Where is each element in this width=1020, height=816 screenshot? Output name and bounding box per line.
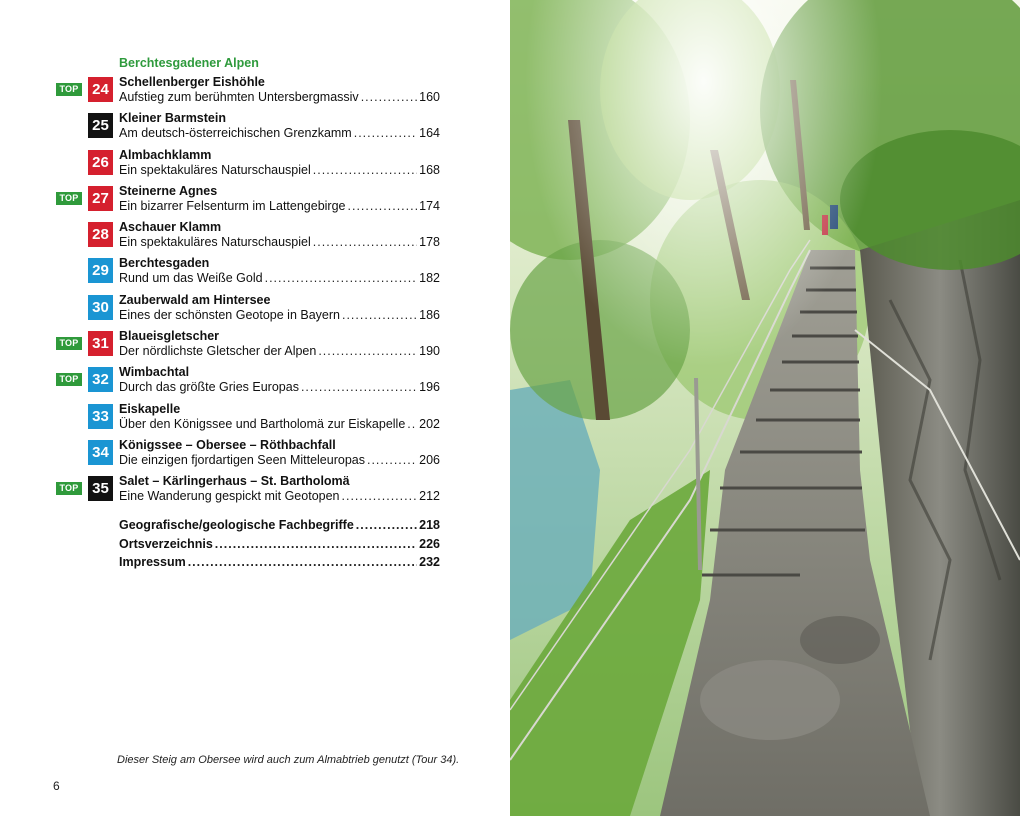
page-reference: 174 xyxy=(419,198,440,213)
appendix-list xyxy=(119,518,440,574)
page-reference: 186 xyxy=(419,307,440,322)
leader-dots xyxy=(361,90,417,104)
leader-dots xyxy=(313,235,417,249)
appendix-label: Geografische/geologische Fachbegriffe xyxy=(119,518,354,532)
tour-description-line xyxy=(119,126,440,140)
tour-description: Ein spektakuläres Naturschauspiel xyxy=(119,235,311,250)
leader-dots xyxy=(313,163,417,177)
appendix-entry[interactable] xyxy=(119,555,440,574)
tour-description-line xyxy=(119,199,440,213)
tour-number-badge: 35 xyxy=(88,476,113,501)
tour-title: Wimbachtal xyxy=(119,365,190,380)
page-reference: 206 xyxy=(419,452,440,467)
tour-description-line xyxy=(119,489,440,503)
appendix-entry[interactable] xyxy=(119,537,440,556)
toc-entry[interactable] xyxy=(0,292,510,328)
page-reference: 212 xyxy=(419,489,440,504)
page-reference: 164 xyxy=(419,126,440,141)
toc-entry[interactable] xyxy=(0,401,510,437)
tour-number-badge: 30 xyxy=(88,295,113,320)
tour-description: Die einzigen fjordartigen Seen Mitteleuropas xyxy=(119,452,365,467)
tour-title: Kleiner Barmstein xyxy=(119,111,226,126)
page-reference: 168 xyxy=(419,162,440,177)
tour-description-line xyxy=(119,271,440,285)
photo-caption: Dieser Steig am Obersee wird auch zum Almabtrieb genutzt (Tour 34). xyxy=(117,754,460,766)
tour-description: Der nördlichste Gletscher der Alpen xyxy=(119,344,317,359)
page-reference: 190 xyxy=(419,344,440,359)
tour-description: Rund um das Weiße Gold xyxy=(119,271,263,286)
tour-description-line xyxy=(119,235,440,249)
tour-title: Blaueisgletscher xyxy=(119,329,220,344)
tour-title: Berchtesgaden xyxy=(119,256,210,271)
page-reference: 182 xyxy=(419,271,440,286)
leader-dots xyxy=(356,518,417,537)
tour-number-badge: 29 xyxy=(88,258,113,283)
tour-title: Schellenberger Eishöhle xyxy=(119,75,265,89)
leader-dots xyxy=(318,344,417,358)
tour-number-badge: 34 xyxy=(88,440,113,465)
tour-description: Ein bizarrer Felsenturm im Lattengebirge xyxy=(119,198,346,213)
page-number: 6 xyxy=(53,779,60,793)
leader-dots xyxy=(301,380,417,394)
tour-title: Aschauer Klamm xyxy=(119,220,222,235)
top-badge: TOP xyxy=(56,482,82,495)
toc-entry[interactable] xyxy=(0,74,510,110)
toc-entry[interactable] xyxy=(0,183,510,219)
appendix-entry[interactable] xyxy=(119,518,440,537)
page-reference: 196 xyxy=(419,380,440,395)
tour-description-line xyxy=(119,163,440,177)
tour-title: Steinerne Agnes xyxy=(119,183,218,198)
tour-description: Eine Wanderung gespickt mit Geotopen xyxy=(119,489,340,504)
tour-title: Salet – Kärlingerhaus – St. Bartholomä xyxy=(119,474,350,489)
tour-description-line xyxy=(119,380,440,394)
tour-description: Aufstieg zum berühmten Untersbergmassiv xyxy=(119,90,359,104)
page-reference: 232 xyxy=(419,555,440,569)
page-reference: 202 xyxy=(419,416,440,431)
top-badge: TOP xyxy=(56,83,82,96)
tour-description-line xyxy=(119,417,440,431)
page-reference: 178 xyxy=(419,235,440,250)
leader-dots xyxy=(265,271,418,285)
toc-entry[interactable] xyxy=(0,364,510,400)
tour-description: Am deutsch-österreichischen Grenzkamm xyxy=(119,126,352,141)
toc-entry[interactable] xyxy=(0,110,510,146)
top-badge: TOP xyxy=(56,192,82,205)
leader-dots xyxy=(367,453,417,467)
page-reference: 160 xyxy=(419,90,440,104)
tour-number-badge: 31 xyxy=(88,331,113,356)
page-reference: 218 xyxy=(419,518,440,532)
toc-entry[interactable] xyxy=(0,473,510,509)
tour-description: Eines der schönsten Geotope in Bayern xyxy=(119,307,340,322)
toc-entry[interactable] xyxy=(0,255,510,291)
tour-title: Königssee – Obersee – Röthbachfall xyxy=(119,437,336,452)
table-of-contents xyxy=(0,74,510,510)
trail-photo xyxy=(510,0,1020,816)
page-reference: 226 xyxy=(419,536,440,551)
toc-entry[interactable] xyxy=(0,328,510,364)
section-title: Berchtesgadener Alpen xyxy=(119,56,259,70)
appendix-label: Impressum xyxy=(119,555,186,569)
tour-description-line xyxy=(119,453,440,467)
top-badge: TOP xyxy=(56,337,82,350)
tour-number-badge: 26 xyxy=(88,150,113,175)
leader-dots xyxy=(188,555,417,574)
tour-title: Almbachklamm xyxy=(119,147,212,162)
tour-number-badge: 33 xyxy=(88,404,113,429)
tour-number-badge: 25 xyxy=(88,113,113,138)
toc-entry[interactable] xyxy=(0,219,510,255)
tour-description-line xyxy=(119,90,440,104)
toc-entry[interactable] xyxy=(0,437,510,473)
leader-dots xyxy=(407,417,417,431)
tour-description: Ein spektakuläres Naturschauspiel xyxy=(119,162,311,177)
leader-dots xyxy=(348,199,418,213)
tour-number-badge: 32 xyxy=(88,367,113,392)
tour-description: Über den Königssee und Bartholomä zur Eiskapelle xyxy=(119,416,406,431)
tour-title: Eiskapelle xyxy=(119,401,181,416)
leader-dots xyxy=(342,489,418,503)
tour-number-badge: 28 xyxy=(88,222,113,247)
top-badge: TOP xyxy=(56,373,82,386)
leader-dots xyxy=(354,126,417,140)
leader-dots xyxy=(215,537,417,556)
leader-dots xyxy=(342,308,417,322)
appendix-label: Ortsverzeichnis xyxy=(119,536,213,551)
tour-description: Durch das größte Gries Europas xyxy=(119,380,299,395)
tour-number-badge: 24 xyxy=(88,77,113,102)
tour-description-line xyxy=(119,308,440,322)
tour-title: Zauberwald am Hintersee xyxy=(119,292,271,307)
toc-entry[interactable] xyxy=(0,147,510,183)
tour-description-line xyxy=(119,344,440,358)
tour-number-badge: 27 xyxy=(88,186,113,211)
